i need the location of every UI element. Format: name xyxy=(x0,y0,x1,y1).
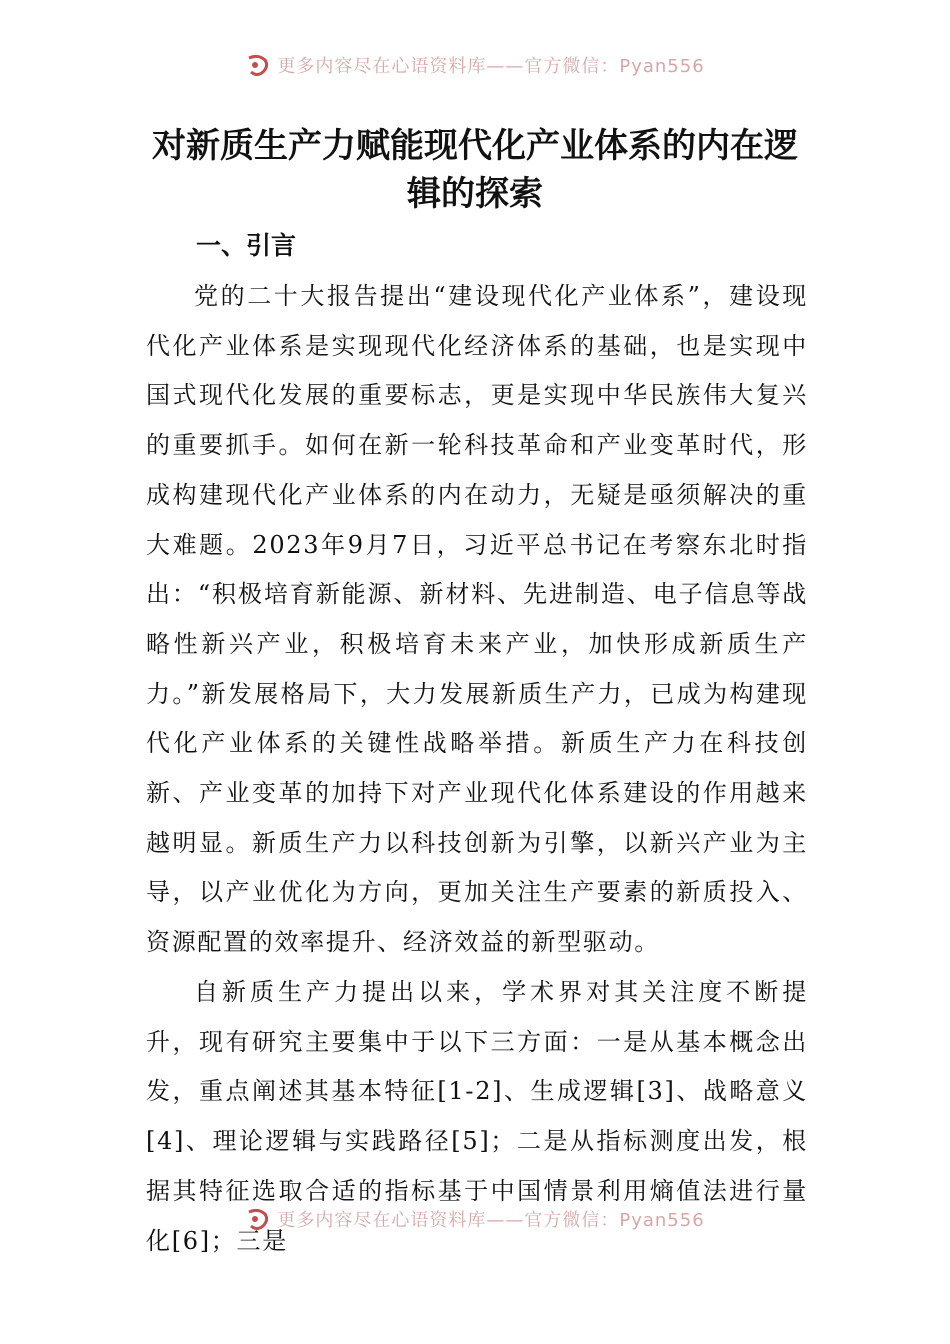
watermark-text: 更多内容尽在心语资料库——官方微信：Pyan556 xyxy=(277,1210,705,1231)
brand-logo-icon xyxy=(245,1206,271,1232)
paragraph: 自新质生产力提出以来，学术界对其关注度不断提升，现有研究主要集中于以下三方面：一是从基本概念出发，重点阐述其基本特征[1-2]、生成逻辑[3]、战略意义[4]、理论逻辑与实践路径[5]；二是从指标测度出发，根据其特征选取合适的指标基于中国情景利用熵值法进行量化[6]；三是 xyxy=(146,978,808,1255)
watermark-top xyxy=(0,50,950,80)
section-heading: 一、引言 xyxy=(196,231,297,260)
paragraph: 党的二十大报告提出“建设现代化产业体系”，建设现代化产业体系是实现现代化经济体系的基础，也是实现中国式现代化发展的重要标志，更是实现中华民族伟大复兴的重要抓手。如何在新一轮科技革命和产业变革时代，形成构建现代化产业体系的内在动力，无疑是亟须解决的重大难题。2023年9月7日，习近平总书记在考察东北时指出：“积极培育新能源、新材料、先进制造、电子信息等战略性新兴产业，积极培育未来产业，加快形成新质生产力。”新发展格局下，大力发展新质生产力，已成为构建现代化产业体系的关键性战略举措。新质生产力在科技创新、产业变革的加持下对产业现代化体系建设的作用越来越明显。新质生产力以科技创新为引擎，以新兴产业为主导，以产业优化为方向，更加关注生产要素的新质投入、资源配置的效率提升、经济效益的新型驱动。 xyxy=(146,282,808,957)
document-title: 对新质生产力赋能现代化产业体系的内在逻辑的探索 xyxy=(152,126,798,214)
watermark-text: 更多内容尽在心语资料库——官方微信：Pyan556 xyxy=(277,56,705,77)
watermark-bottom xyxy=(0,1204,950,1234)
brand-logo-icon xyxy=(245,52,271,78)
